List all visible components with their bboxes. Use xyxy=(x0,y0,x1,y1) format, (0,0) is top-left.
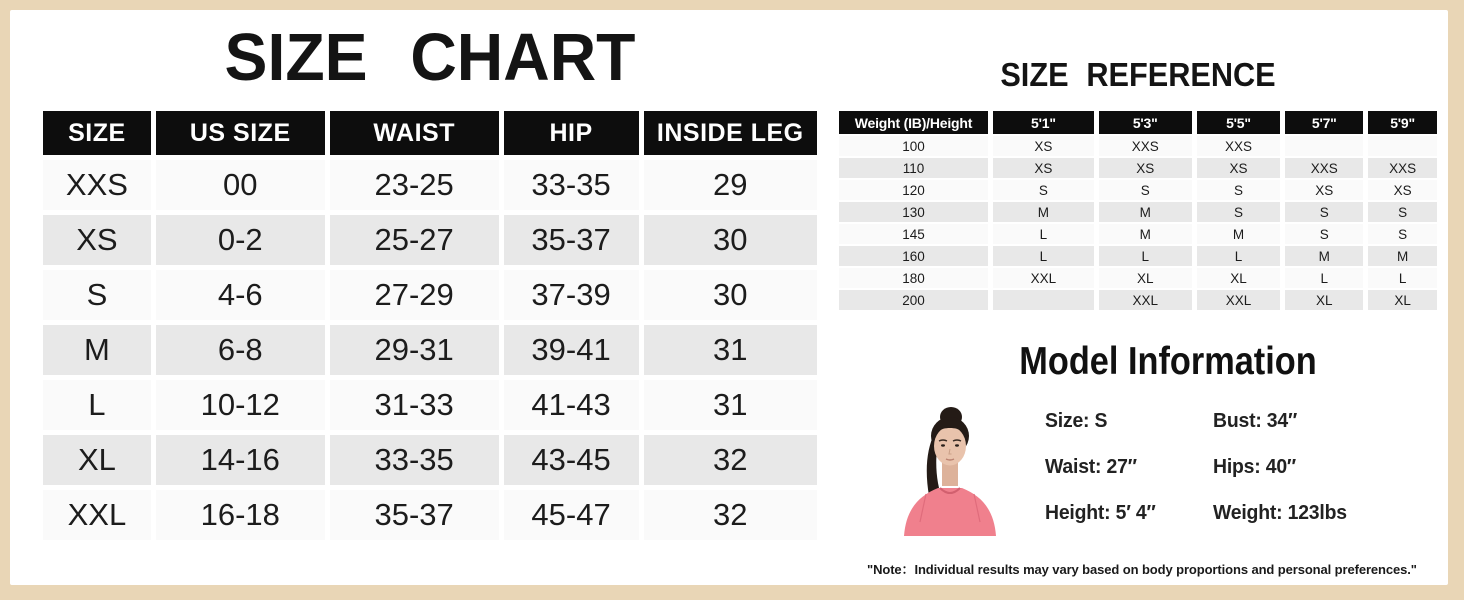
table-cell: S xyxy=(1368,224,1437,244)
table-cell: XXL xyxy=(993,268,1094,288)
table-cell: 37-39 xyxy=(504,270,639,320)
model-eye-left xyxy=(941,444,945,446)
table-row xyxy=(43,380,817,430)
table-row xyxy=(839,290,1437,310)
table-cell: S xyxy=(1197,180,1281,200)
table-cell xyxy=(1285,136,1363,156)
table-cell: 32 xyxy=(644,435,817,485)
table-cell: XXS xyxy=(1285,158,1363,178)
column-header: 5'5" xyxy=(1197,111,1281,134)
table-cell xyxy=(1368,136,1437,156)
model-waist-field: Waist: 27″ xyxy=(1045,456,1137,478)
table-cell: XS xyxy=(1285,180,1363,200)
table-cell: L xyxy=(993,246,1094,266)
table-cell: 30 xyxy=(644,215,817,265)
column-header: SIZE xyxy=(43,111,151,155)
table-cell: 100 xyxy=(839,136,988,156)
table-cell: 14-16 xyxy=(156,435,325,485)
table-cell: L xyxy=(1285,268,1363,288)
column-header: WAIST xyxy=(330,111,499,155)
table-cell: XL xyxy=(1197,268,1281,288)
header-row xyxy=(43,111,817,155)
table-cell: 35-37 xyxy=(504,215,639,265)
table-cell: 10-12 xyxy=(156,380,325,430)
table-cell: XS xyxy=(43,215,151,265)
model-hips-field: Hips: 40″ xyxy=(1213,456,1297,478)
table-cell: S xyxy=(1099,180,1192,200)
table-cell: XXL xyxy=(43,490,151,540)
column-header: Weight (IB)/Height xyxy=(839,111,988,134)
size-reference-title: SIZE REFERENCE xyxy=(1000,56,1276,93)
table-row xyxy=(839,224,1437,244)
table-cell: S xyxy=(1197,202,1281,222)
table-cell: 31 xyxy=(644,380,817,430)
table-cell: XXL xyxy=(1197,290,1281,310)
table-cell: S xyxy=(1285,202,1363,222)
table-cell: 16-18 xyxy=(156,490,325,540)
table-cell: 4-6 xyxy=(156,270,325,320)
table-cell: 00 xyxy=(156,160,325,210)
model-info-right-column xyxy=(1213,410,1351,525)
model-size-field: Size: S xyxy=(1045,410,1108,432)
table-cell: XL xyxy=(43,435,151,485)
table-cell: 45-47 xyxy=(504,490,639,540)
table-cell: XXS xyxy=(1197,136,1281,156)
table-cell: 29 xyxy=(644,160,817,210)
table-cell: 23-25 xyxy=(330,160,499,210)
table-cell: 160 xyxy=(839,246,988,266)
table-cell: 32 xyxy=(644,490,817,540)
table-cell: 31-33 xyxy=(330,380,499,430)
table-row xyxy=(43,435,817,485)
table-cell: 145 xyxy=(839,224,988,244)
table-cell: 200 xyxy=(839,290,988,310)
table-cell: XXL xyxy=(1099,290,1192,310)
table-cell: 130 xyxy=(839,202,988,222)
table-cell: 31 xyxy=(644,325,817,375)
model-shirt xyxy=(904,488,996,536)
table-cell: XS xyxy=(993,158,1094,178)
table-row xyxy=(839,136,1437,156)
table-cell: 33-35 xyxy=(330,435,499,485)
table-cell: M xyxy=(43,325,151,375)
table-cell: 6-8 xyxy=(156,325,325,375)
table-cell: S xyxy=(1285,224,1363,244)
table-cell: XXS xyxy=(1368,158,1437,178)
table-cell: L xyxy=(1368,268,1437,288)
size-chart-title: SIZE CHART xyxy=(224,20,636,95)
model-weight-field: Weight: 123lbs xyxy=(1213,502,1347,524)
table-cell xyxy=(993,290,1094,310)
table-row xyxy=(839,158,1437,178)
table-cell: XS xyxy=(1099,158,1192,178)
content-panel xyxy=(10,10,1448,585)
table-row xyxy=(43,270,817,320)
model-info-title: Model Information xyxy=(1019,340,1317,383)
table-cell: 110 xyxy=(839,158,988,178)
table-cell: L xyxy=(1099,246,1192,266)
column-header: 5'3" xyxy=(1099,111,1192,134)
table-cell: L xyxy=(43,380,151,430)
table-row xyxy=(839,246,1437,266)
table-cell: S xyxy=(43,270,151,320)
model-eye-right xyxy=(955,444,959,446)
column-header: HIP xyxy=(504,111,639,155)
table-cell: XS xyxy=(1368,180,1437,200)
table-cell: 25-27 xyxy=(330,215,499,265)
model-info-left-column xyxy=(1045,410,1159,525)
table-cell: XXS xyxy=(1099,136,1192,156)
size-chart-table xyxy=(38,106,822,545)
table-cell: 120 xyxy=(839,180,988,200)
column-header: 5'1" xyxy=(993,111,1094,134)
table-cell: 180 xyxy=(839,268,988,288)
table-cell: M xyxy=(1099,202,1192,222)
table-cell: 30 xyxy=(644,270,817,320)
table-cell: XS xyxy=(993,136,1094,156)
table-row xyxy=(43,160,817,210)
table-cell: S xyxy=(1368,202,1437,222)
table-cell: XL xyxy=(1285,290,1363,310)
size-reference-table xyxy=(834,109,1442,312)
model-height-field: Height: 5′ 4″ xyxy=(1045,502,1156,524)
table-cell: M xyxy=(993,202,1094,222)
table-cell: 0-2 xyxy=(156,215,325,265)
table-cell: M xyxy=(1285,246,1363,266)
table-cell: XL xyxy=(1368,290,1437,310)
column-header: US SIZE xyxy=(156,111,325,155)
table-cell: XXS xyxy=(43,160,151,210)
table-row xyxy=(43,325,817,375)
table-row xyxy=(839,268,1437,288)
disclaimer-note: "Note：Individual results may vary based on body proportions and personal preferences." xyxy=(867,562,1417,577)
table-cell: L xyxy=(993,224,1094,244)
table-row xyxy=(43,490,817,540)
table-cell: M xyxy=(1197,224,1281,244)
column-header: 5'7" xyxy=(1285,111,1363,134)
table-row xyxy=(839,202,1437,222)
table-cell: 39-41 xyxy=(504,325,639,375)
table-cell: XL xyxy=(1099,268,1192,288)
model-bust-field: Bust: 34″ xyxy=(1213,410,1298,432)
header-row xyxy=(839,111,1437,134)
table-cell: 33-35 xyxy=(504,160,639,210)
table-cell: XS xyxy=(1197,158,1281,178)
table-cell: M xyxy=(1368,246,1437,266)
table-row xyxy=(839,180,1437,200)
table-cell: 29-31 xyxy=(330,325,499,375)
table-cell: 27-29 xyxy=(330,270,499,320)
table-cell: 43-45 xyxy=(504,435,639,485)
column-header: 5'9" xyxy=(1368,111,1437,134)
table-cell: 41-43 xyxy=(504,380,639,430)
table-row xyxy=(43,215,817,265)
table-cell: S xyxy=(993,180,1094,200)
column-header: INSIDE LEG xyxy=(644,111,817,155)
table-cell: M xyxy=(1099,224,1192,244)
table-cell: L xyxy=(1197,246,1281,266)
table-cell: 35-37 xyxy=(330,490,499,540)
model-photo xyxy=(896,404,1002,536)
